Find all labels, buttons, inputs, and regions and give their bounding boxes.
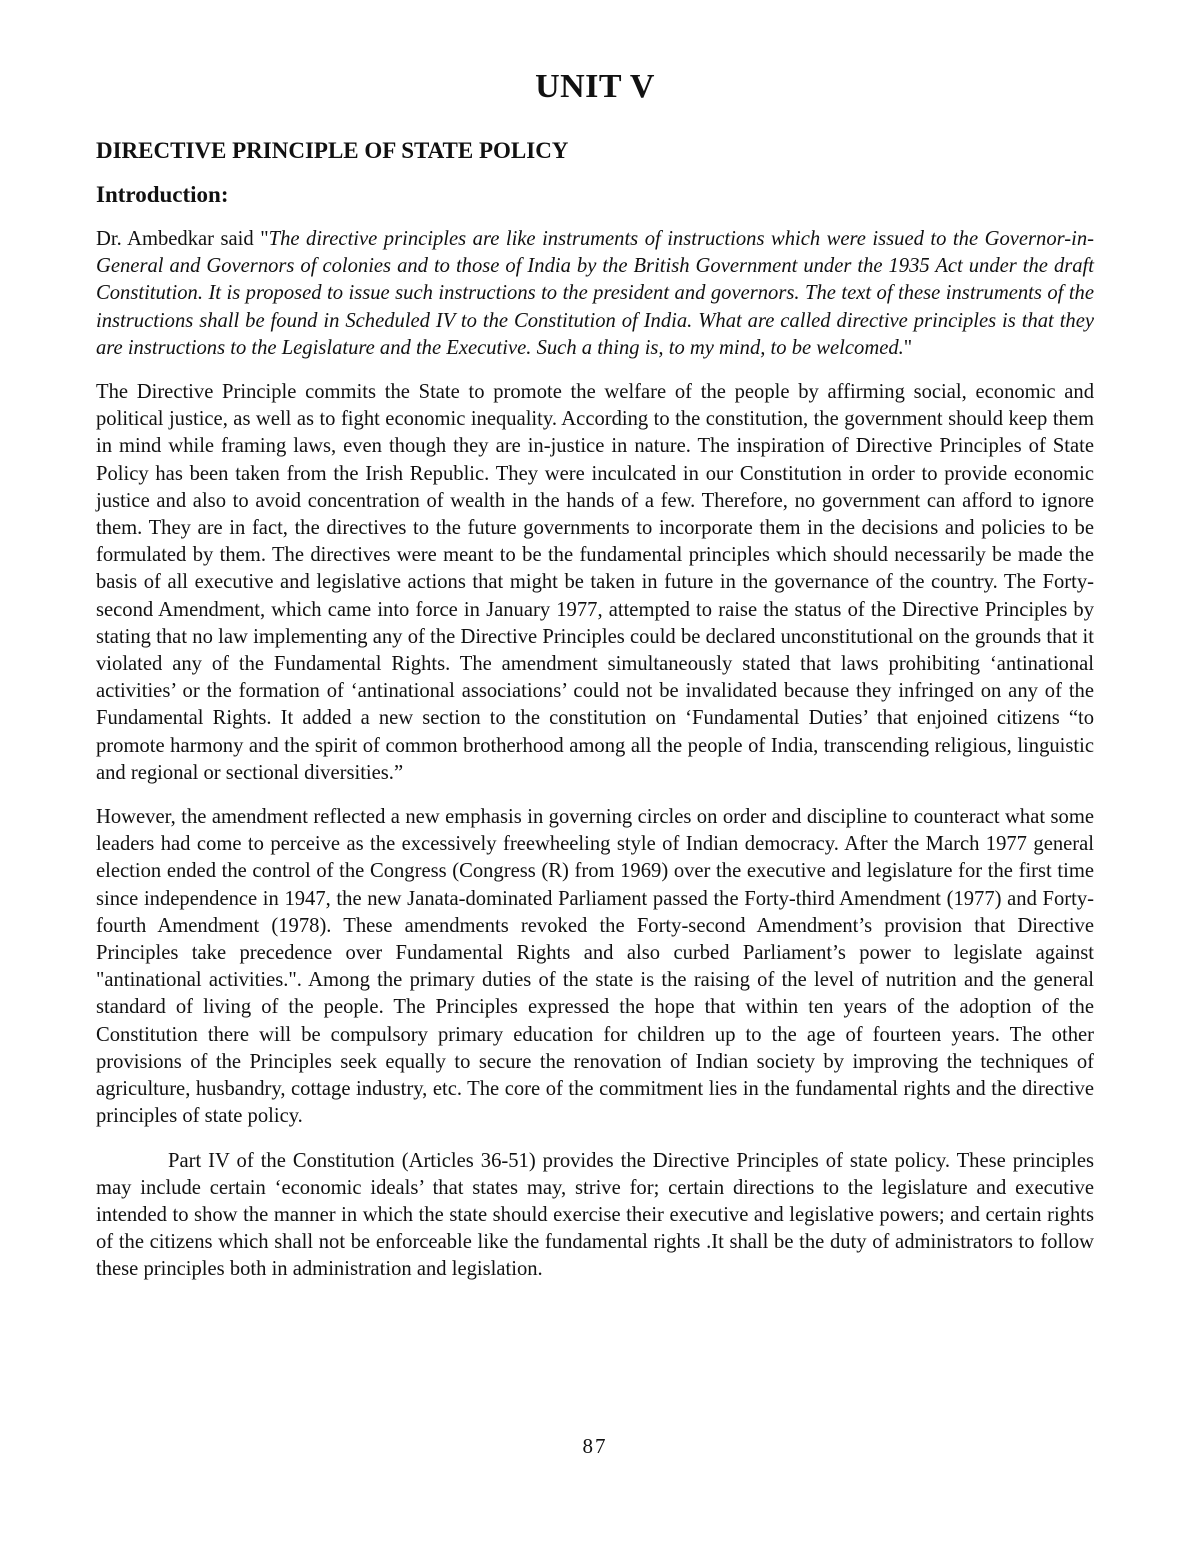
paragraph-part-iv: Part IV of the Constitution (Articles 36-51) provides the Directive Principles of state policy. These principles may include certain ‘economic ideals’ that states may, strive for; certain directions to the legislature and executive intended to show the manner in which the state should exercise their executive and legislative powers; and certain rights of the citizens which shall not be enforceable like the fundamental rights .It shall be the duty of administrators to follow these principles both in administration and legislation. (96, 1149, 1094, 1281)
paragraph-ambedkar-quote (96, 226, 1094, 362)
page-number: 87 (582, 1434, 608, 1458)
quote-lead: Dr. Ambedkar said " (96, 228, 269, 250)
unit-title: UNIT V (535, 68, 655, 105)
quote-close: " (903, 336, 913, 359)
document-page (96, 0, 1094, 1553)
paragraph-amendment: However, the amendment reflected a new emphasis in governing circles on order and discipline to counteract what some leaders had come to perceive as the excessively freewheeling style of Indian democracy. After the March 1977 general election ended the control of the Congress (Congress (R) from 1969) over the executive and legislature for the first time since independence in 1947, the new Janata-dominated Parliament passed the Forty-third Amendment (1977) and Forty-fourth Amendment (1978). These amendments revoked the Forty-second Amendment’s provision that Directive Principles take precedence over Fundamental Rights and also curbed Parliament’s power to legislate against "antinational activities.". Among the primary duties of the state is the raising of the level of nutrition and the general standard of living of the people. The Principles expressed the hope that within ten years of the adoption of the Constitution there will be compulsory primary education for children up to the age of fourteen years. The other provisions of the Principles seek equally to secure the renovation of Indian society by improving the techniques of agriculture, husbandry, cottage industry, etc. The core of the commitment lies in the fundamental rights and the directive principles of state policy. (96, 806, 1094, 1128)
quote-text: The directive principles are like instruments of instructions which were issued to the Governor-in-General and Governors of colonies and to those of India by the British Government under the 1935 Act under the draft Constitution. It is proposed to issue such instructions to the president and governors. The text of these instruments of the instructions shall be found in Scheduled IV to the Constitution of India. What are called directive principles is that they are instructions to the Legislature and the Executive. Such a thing is, to my mind, to be welcomed. (96, 228, 1094, 359)
section-heading: DIRECTIVE PRINCIPLE OF STATE POLICY (96, 138, 569, 163)
paragraph-directive-principle: The Directive Principle commits the State to promote the welfare of the people by affirming social, economic and political justice, as well as to fight economic inequality. According to the constitution, the government should keep them in mind while framing laws, even though they are in-justice in nature. The inspiration of Directive Principles of State Policy has been taken from the Irish Republic. They were inculcated in our Constitution in order to provide economic justice and also to avoid concentration of wealth in the hands of a few. Therefore, no government can afford to ignore them. They are in fact, the directives to the future governments to incorporate them in the decisions and policies to be formulated by them. The directives were meant to be the fundamental principles which should necessarily be made the basis of all executive and legislative actions that might be taken in future in the governance of the country. The Forty-second Amendment, which came into force in January 1977, attempted to raise the status of the Directive Principles by stating that no law implementing any of the Directive Principles could be declared unconstitutional on the grounds that it violated any of the Fundamental Rights. The amendment simultaneously stated that laws prohibiting ‘antinational activities’ or the formation of ‘antinational associations’ could not be invalidated because they infringed on any of the Fundamental Rights. It added a new section to the constitution on ‘Fundamental Duties’ that enjoined citizens “to promote harmony and the spirit of common brotherhood among all the people of India, transcending religious, linguistic and regional or sectional diversities.” (96, 381, 1094, 784)
body-text (96, 226, 1094, 1301)
introduction-subheading: Introduction: (96, 182, 229, 207)
